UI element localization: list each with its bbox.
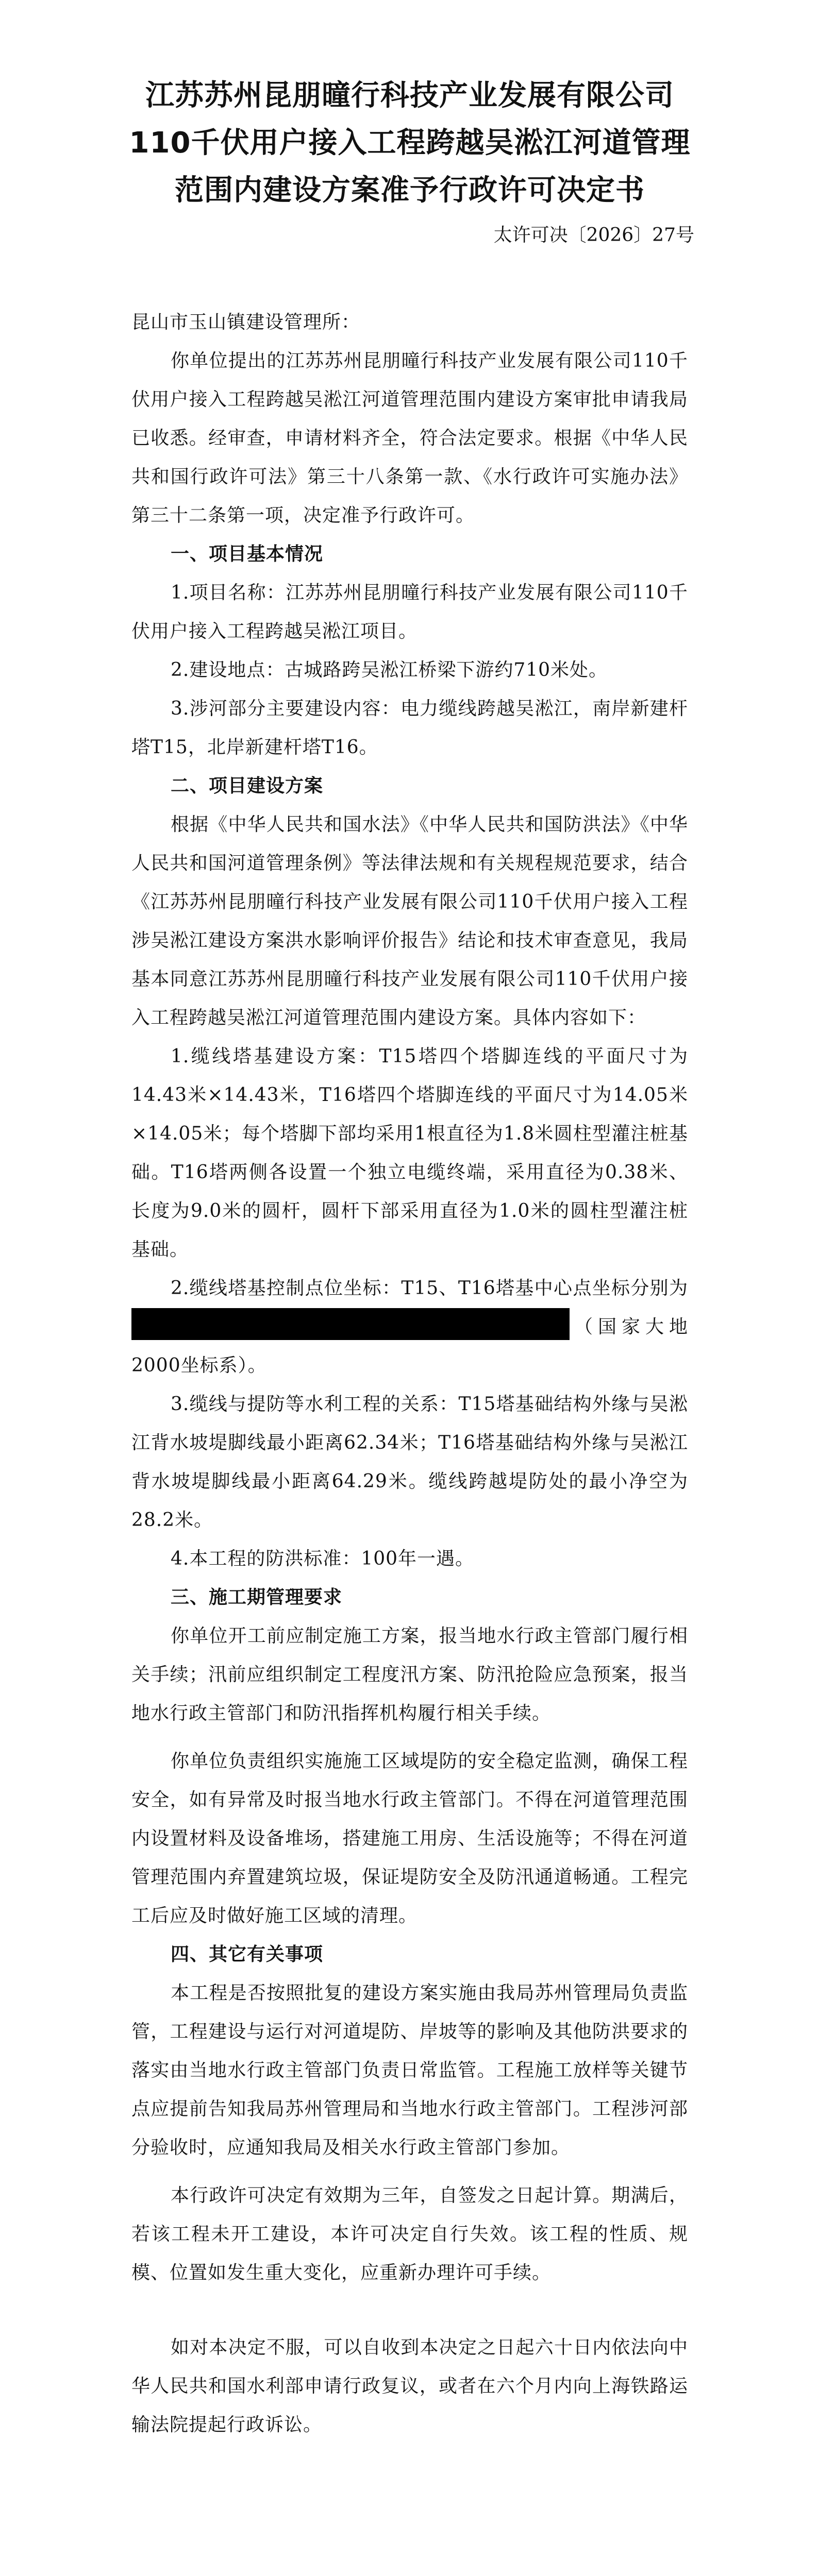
plan-item-3: 3.缆线与提防等水利工程的关系：T15塔基础结构外缘与吴淞江背水坡堤脚线最小距离62.34米；T16塔基础结构外缘与吴淞江背水坡堤脚线最小距离64.29米。缆线跨越堤防处的最小净空为28.2米。 — [131, 1394, 688, 1531]
plan-item-4: 4.本工程的防洪标准：100年一遇。 — [171, 1548, 475, 1569]
document-body — [131, 303, 688, 2444]
paragraph-gap — [131, 1733, 688, 1742]
addressee: 昆山市玉山镇建设管理所： — [131, 312, 361, 333]
redacted-coordinates — [131, 1308, 570, 1340]
basic-info-item-2: 2.建设地点：古城路跨吴淞江桥梁下游约710米处。 — [171, 659, 608, 681]
plan-item-1: 1.缆线塔基建设方案：T15塔四个塔脚连线的平面尺寸为14.43米×14.43米，T16塔四个塔脚连线的平面尺寸为14.05米×14.05米；每个塔脚下部均采用1根直径为1.8米圆柱型灌注桩基础。T16塔两侧各设置一个独立电缆终端，采用直径为0.38米、长度为9.0米的圆杆，圆杆下部采用直径为1.0米的圆柱型灌注桩基础。 — [131, 1046, 688, 1260]
intro-paragraph: 你单位提出的江苏苏州昆朋曈行科技产业发展有限公司110千伏用户接入工程跨越吴淞江河道管理范围内建设方案审批申请我局已收悉。经审查，申请材料齐全，符合法定要求。根据《中华人民共和国行政许可法》第三十八条第一款、《水行政许可实施办法》第三十二条第一项，决定准予行政许可。 — [131, 350, 688, 526]
document-title — [77, 72, 742, 214]
document-number: 太许可决〔2026〕27号 — [493, 225, 694, 246]
title-line-1: 江苏苏州昆朋曈行科技产业发展有限公司 — [145, 79, 674, 112]
title-line-3: 范围内建设方案准予行政许可决定书 — [175, 174, 645, 207]
other-paragraph-1: 本工程是否按照批复的建设方案实施由我局苏州管理局负责监管，工程建设与运行对河道堤防、岸坡等的影响及其他防洪要求的落实由当地水行政主管部门负责日常监管。工程施工放样等关键节点应提前告知我局苏州管理局和当地水行政主管部门。工程涉河部分验收时，应通知我局及相关水行政主管部门参加。 — [131, 1982, 688, 2158]
paragraph-gap — [131, 2292, 688, 2328]
section-heading-basic-info: 一、项目基本情况 — [171, 544, 324, 565]
closing-paragraph: 如对本决定不服，可以自收到本决定之日起六十日内依法向中华人民共和国水利部申请行政复议，或者在六个月内向上海铁路运输法院提起行政诉讼。 — [131, 2337, 688, 2435]
construction-paragraph-1: 你单位开工前应制定施工方案，报当地水行政主管部门履行相关手续；汛前应组织制定工程度汛方案、防汛抢险应急预案，报当地水行政主管部门和防汛指挥机构履行相关手续。 — [131, 1625, 688, 1724]
plan-item-2-prefix: 2.缆线塔基控制点位坐标：T15、T16塔基中心点坐标分别为 — [171, 1278, 688, 1299]
plan-intro-paragraph: 根据《中华人民共和国水法》《中华人民共和国防洪法》《中华人民共和国河道管理条例》等法律法规和有关规程规范要求，结合《江苏苏州昆朋曈行科技产业发展有限公司110千伏用户接入工程涉吴淞江建设方案洪水影响评价报告》结论和技术审查意见，我局基本同意江苏苏州昆朋曈行科技产业发展有限公司110千伏用户接入工程跨越吴淞江河道管理范围内建设方案。具体内容如下： — [131, 814, 688, 1028]
section-heading-other: 四、其它有关事项 — [171, 1944, 324, 1965]
paragraph-gap — [131, 2167, 688, 2176]
section-heading-construction: 三、施工期管理要求 — [171, 1587, 343, 1608]
plan-item-2 — [131, 1269, 688, 1385]
basic-info-item-3: 3.涉河部分主要建设内容：电力缆线跨越吴淞江，南岸新建杆塔T15，北岸新建杆塔T16。 — [131, 698, 688, 758]
plan-item-2-suffix: （国家大地2000坐标系）。 — [131, 1316, 688, 1376]
section-heading-plan: 二、项目建设方案 — [171, 775, 324, 796]
other-paragraph-2: 本行政许可决定有效期为三年，自签发之日起计算。期满后，若该工程未开工建设，本许可决定自行失效。该工程的性质、规模、位置如发生重大变化，应重新办理许可手续。 — [131, 2185, 688, 2283]
construction-paragraph-2: 你单位负责组织实施施工区域堤防的安全稳定监测，确保工程安全，如有异常及时报当地水行政主管部门。不得在河道管理范围内设置材料及设备堆场，搭建施工用房、生活设施等；不得在河道管理范围内弃置建筑垃圾，保证堤防安全及防汛通道畅通。工程完工后应及时做好施工区域的清理。 — [131, 1751, 688, 1926]
basic-info-item-1: 1.项目名称：江苏苏州昆朋曈行科技产业发展有限公司110千伏用户接入工程跨越吴淞江项目。 — [131, 582, 688, 642]
title-line-2: 110千伏用户接入工程跨越吴淞江河道管理 — [129, 126, 691, 160]
